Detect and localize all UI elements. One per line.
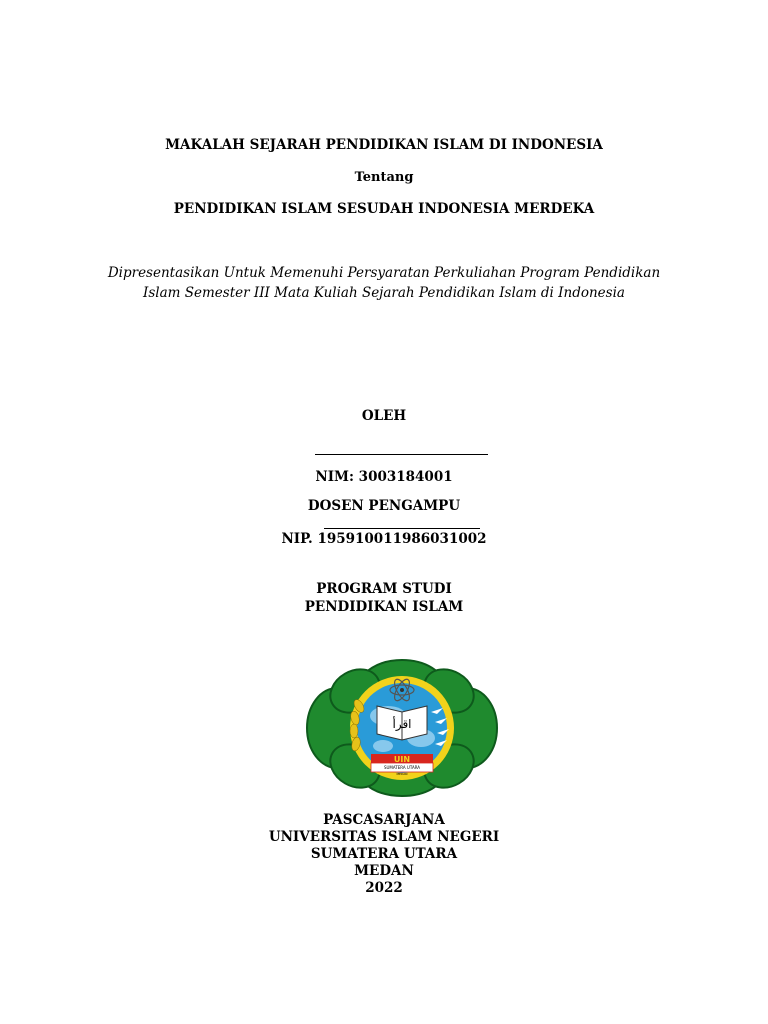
connector-text: Tentang [354,170,414,185]
author-name-line [315,454,488,455]
seal-banner-text: UIN [393,755,411,764]
program-line-1: PROGRAM STUDI [316,581,452,597]
institution-line-3: SUMATERA UTARA [310,846,458,862]
seal-caption-2: MEDAN [396,772,408,776]
lecturer-name-line [324,528,480,529]
purpose-line-2: Islam Semester III Mata Kuliah Sejarah Pendidikan Islam di Indonesia [143,285,625,301]
institution-line-2: UNIVERSITAS ISLAM NEGERI [268,829,500,845]
institution-line-1: PASCASARJANA [323,812,445,828]
calligraphy-text: اقرأ [392,717,412,731]
purpose-statement [0,263,768,303]
lecturer-id: NIP. 195910011986031002 [281,531,487,547]
seal-caption: SUMATERA UTARA [383,765,421,770]
purpose-line-1: Dipresentasikan Untuk Memenuhi Persyaratan Perkuliahan Program Pendidikan [107,265,661,281]
student-id: NIM: 3003184001 [315,469,453,485]
institution-block [0,812,768,897]
by-label: OLEH [361,408,407,424]
university-seal-icon [303,656,501,798]
document-subtitle: PENDIDIKAN ISLAM SESUDAH INDONESIA MERDEKA [173,201,595,217]
lecturer-label: DOSEN PENGAMPU [307,498,461,514]
institution-line-5: 2022 [365,880,403,896]
institution-line-4: MEDAN [354,863,414,879]
program-line-2: PENDIDIKAN ISLAM [304,599,464,615]
document-title: MAKALAH SEJARAH PENDIDIKAN ISLAM DI INDONESIA [165,137,603,153]
